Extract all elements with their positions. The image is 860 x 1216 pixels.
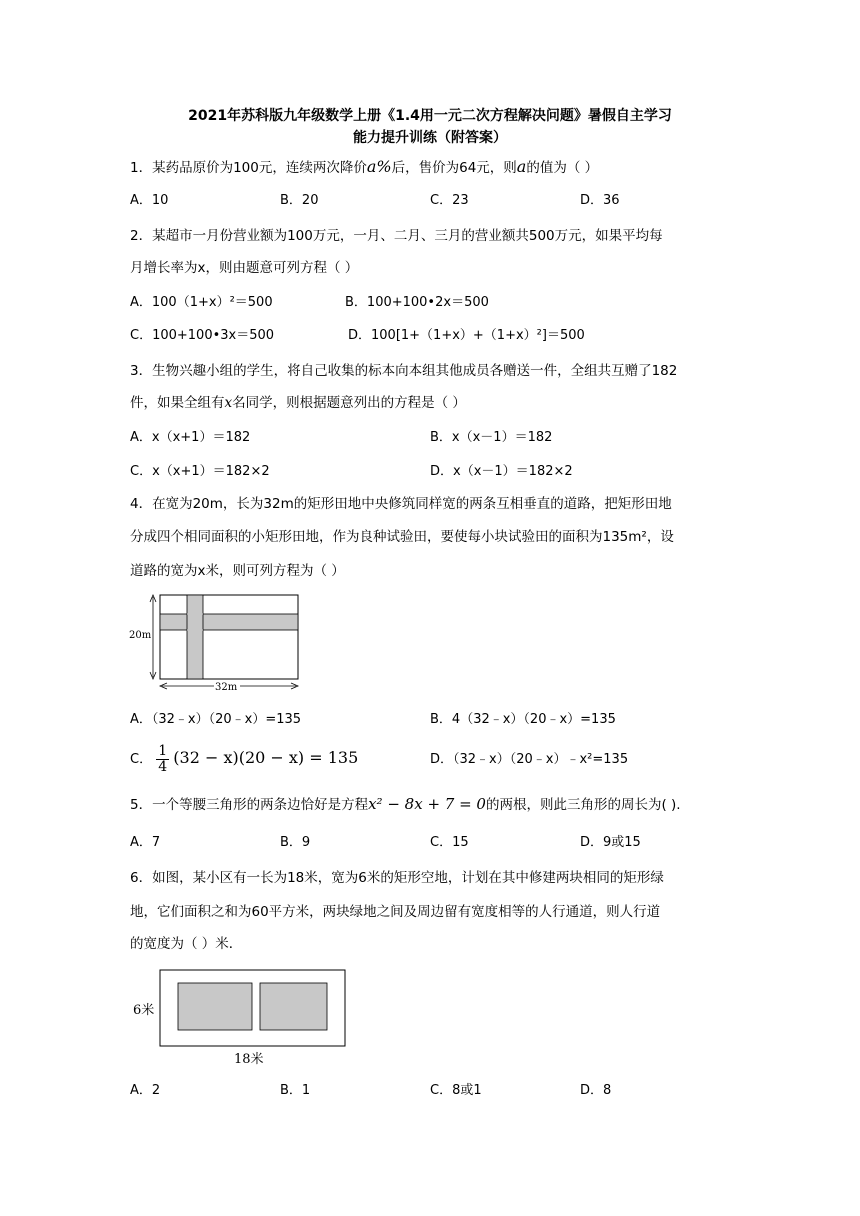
q1-option-c: C．23 xyxy=(430,193,469,208)
q5-equation: x² − 8x + 7 = 0 xyxy=(368,795,486,813)
q4-option-a: A．（32﹣x）（20﹣x）=135 xyxy=(130,712,302,727)
q6-option-c: C．8或1 xyxy=(430,1083,482,1098)
question-6-line-1: 6．如图，某小区有一长为18米，宽为6米的矩形空地，计划在其中修建两块相同的矩形绿 xyxy=(130,870,664,886)
q5-stem-part-a: 5．一个等腰三角形的两条边恰好是方程 xyxy=(130,797,369,813)
vertical-road xyxy=(187,595,203,679)
q4-option-c-expression: (32 − x)(20 − x) = 135 xyxy=(173,748,359,767)
field-road-diagram xyxy=(126,590,306,695)
q2-option-d: D．100[1+（1+x）+（1+x）²]＝500 xyxy=(348,328,585,343)
q3-option-d: D．x（x－1）＝182×2 xyxy=(430,464,573,479)
lot-width-label: 6米 xyxy=(133,1003,155,1018)
lot-length-label: 18米 xyxy=(234,1052,264,1067)
q5-stem-part-b: 的两根，则此三角形的周长为( ). xyxy=(485,797,681,813)
q4-option-c xyxy=(130,742,358,776)
q6-option-a: A．2 xyxy=(130,1083,161,1098)
question-2-line-1: 2．某超市一月份营业额为100万元，一月、二月、三月的营业额共500万元，如果平均每 xyxy=(130,228,663,244)
q5-option-c: C．15 xyxy=(430,835,469,850)
fraction-denominator: 4 xyxy=(158,759,168,775)
fraction-numerator: 1 xyxy=(158,743,168,759)
q1-stem-part-c: 的值为（ ） xyxy=(526,160,599,176)
q6-option-d: D．8 xyxy=(580,1083,612,1098)
q1-variable-a: a xyxy=(516,157,527,176)
q1-option-b: B．20 xyxy=(280,193,319,208)
question-1-stem xyxy=(130,157,598,178)
green-space-diagram xyxy=(130,965,350,1070)
page-title-line-2: 能力提升训练（附答案） xyxy=(353,130,507,146)
q4-option-c-fraction xyxy=(156,744,169,775)
q5-option-b: B．9 xyxy=(280,835,311,850)
q3-line-2-part-b: 名同学，则根据题意列出的方程是（ ） xyxy=(232,395,466,411)
question-6-line-2: 地，它们面积之和为60平方米，两块绿地之间及周边留有宽度相等的人行通道，则人行道 xyxy=(130,904,661,920)
left-green-plot xyxy=(178,983,252,1030)
q1-option-a: A．10 xyxy=(130,193,169,208)
question-3-line-2 xyxy=(130,393,466,413)
question-3-line-1: 3．生物兴趣小组的学生，将自己收集的标本向本组其他成员各赠送一件，全组共互赠了182 xyxy=(130,363,678,379)
question-5-stem xyxy=(130,794,681,815)
question-4-line-2: 分成四个相同面积的小矩形田地，作为良种试验田，要使每小块试验田的面积为135m²，设 xyxy=(130,529,674,545)
q1-variable-percent: a% xyxy=(366,157,392,176)
q1-option-d: D．36 xyxy=(580,193,620,208)
page-title-line-1: 2021年苏科版九年级数学上册《1.4用一元二次方程解决问题》暑假自主学习 xyxy=(188,108,672,124)
question-4-line-3: 道路的宽为x米，则可列方程为（ ） xyxy=(130,563,345,579)
question-4-line-1: 4．在宽为20m，长为32m的矩形田地中央修筑同样宽的两条互相垂直的道路，把矩形田地 xyxy=(130,496,672,512)
question-2-line-2: 月增长率为x，则由题意可列方程（ ） xyxy=(130,260,359,276)
q2-option-b: B．100+100•2x＝500 xyxy=(345,295,489,310)
q1-stem-part-b: 后，售价为64元，则 xyxy=(391,160,517,176)
q5-option-d: D．9或15 xyxy=(580,835,641,850)
q5-option-a: A．7 xyxy=(130,835,161,850)
horizontal-road xyxy=(160,614,298,630)
q1-stem-part-a: 1．某药品原价为100元，连续两次降价 xyxy=(130,160,367,176)
q4-option-b: B．4（32﹣x）（20﹣x）=135 xyxy=(430,712,616,727)
width-label: 20m xyxy=(129,630,152,641)
q4-option-c-prefix: C． xyxy=(130,752,153,767)
q4-option-d: D．（32﹣x）（20﹣x）﹣x²=135 xyxy=(430,752,629,767)
q3-option-c: C．x（x+1）＝182×2 xyxy=(130,464,270,479)
q3-variable-x: x xyxy=(224,395,233,411)
q3-option-a: A．x（x+1）＝182 xyxy=(130,430,251,445)
right-green-plot xyxy=(260,983,327,1030)
q3-line-2-part-a: 件，如果全组有 xyxy=(130,395,225,411)
length-label: 32m xyxy=(215,682,238,693)
q2-option-c: C．100+100•3x＝500 xyxy=(130,328,275,343)
question-6-line-3: 的宽度为（ ）米． xyxy=(130,936,243,952)
q3-option-b: B．x（x－1）＝182 xyxy=(430,430,553,445)
field-rectangle xyxy=(160,595,298,679)
q6-option-b: B．1 xyxy=(280,1083,311,1098)
q2-option-a: A．100（1+x）²＝500 xyxy=(130,295,273,310)
